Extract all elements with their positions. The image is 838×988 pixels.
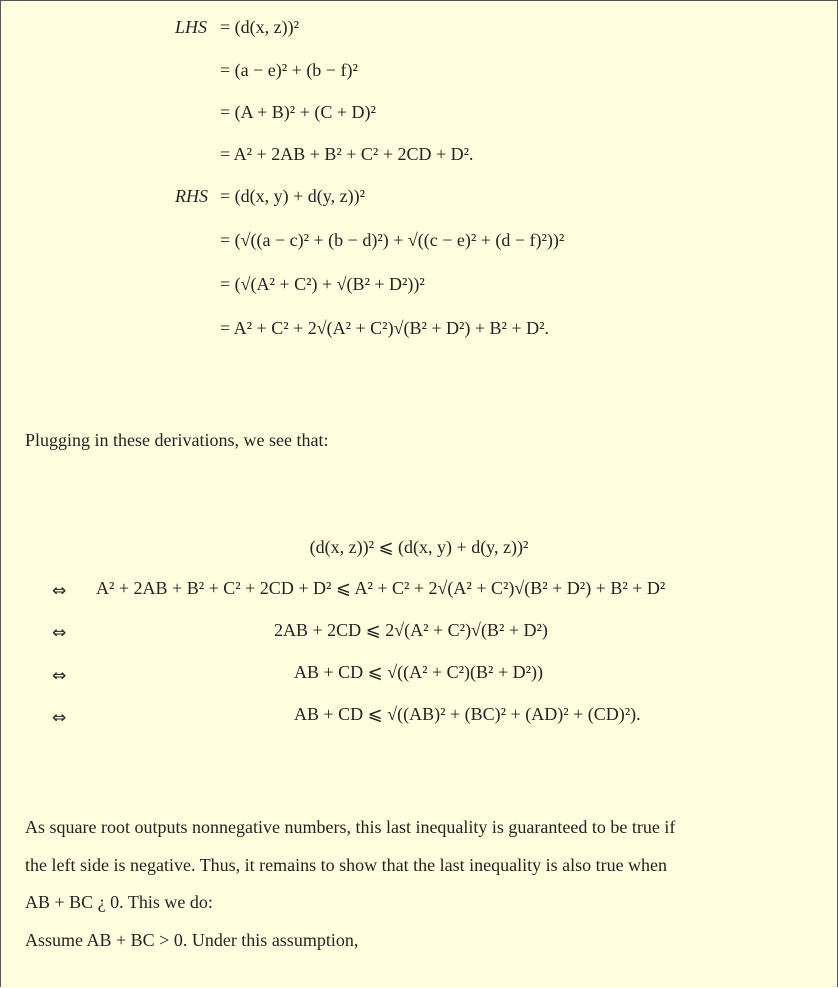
lhs-line-3: = (A + B)² + (C + D)² xyxy=(220,102,376,122)
chain-line-3: AB + CD ⩽ √((A² + C²)(B² + D²)) xyxy=(294,662,543,682)
iff-symbol: ⇔ xyxy=(52,666,67,686)
rhs-line-4: = A² + C² + 2√(A² + C²)√(B² + D²) + B² + D². xyxy=(220,318,549,338)
lhs-line-1: = (d(x, z))² xyxy=(220,17,300,37)
rhs-label: RHS xyxy=(175,186,208,206)
paragraph-line-2: the left side is negative. Thus, it remains to show that the last inequality is also true when xyxy=(25,855,668,875)
iff-symbol: ⇔ xyxy=(52,708,67,728)
lhs-line-4: = A² + 2AB + B² + C² + 2CD + D². xyxy=(220,144,474,164)
paragraph-line-1: As square root outputs nonnegative numbers, this last inequality is guaranteed to be true if xyxy=(25,817,676,837)
rhs-line-1: = (d(x, y) + d(y, z))² xyxy=(220,186,365,206)
lhs-line-2: = (a − e)² + (b − f)² xyxy=(220,60,358,80)
rhs-line-2: = (√((a − c)² + (b − d)²) + √((c − e)² + (d − f)²))² xyxy=(220,230,565,250)
lhs-label: LHS xyxy=(175,17,208,37)
chain-line-4: AB + CD ⩽ √((AB)² + (BC)² + (AD)² + (CD)²). xyxy=(294,704,641,724)
rhs-line-3: = (√(A² + C²) + √(B² + D²))² xyxy=(220,274,425,294)
chain-line-0: (d(x, z))² ⩽ (d(x, y) + d(y, z))² xyxy=(309,537,529,557)
paragraph-line-3: AB + BC ¿ 0. This we do: xyxy=(25,892,213,912)
iff-symbol: ⇔ xyxy=(52,623,67,643)
iff-symbol: ⇔ xyxy=(52,581,67,601)
chain-line-1: A² + 2AB + B² + C² + 2CD + D² ⩽ A² + C² + 2√(A² + C²)√(B² + D²) + B² + D² xyxy=(96,578,666,598)
chain-line-2: 2AB + 2CD ⩽ 2√(A² + C²)√(B² + D²) xyxy=(274,620,548,640)
intro-paragraph: Plugging in these derivations, we see that: xyxy=(25,430,329,450)
assumption-line: Assume AB + BC > 0. Under this assumption, xyxy=(25,930,359,950)
